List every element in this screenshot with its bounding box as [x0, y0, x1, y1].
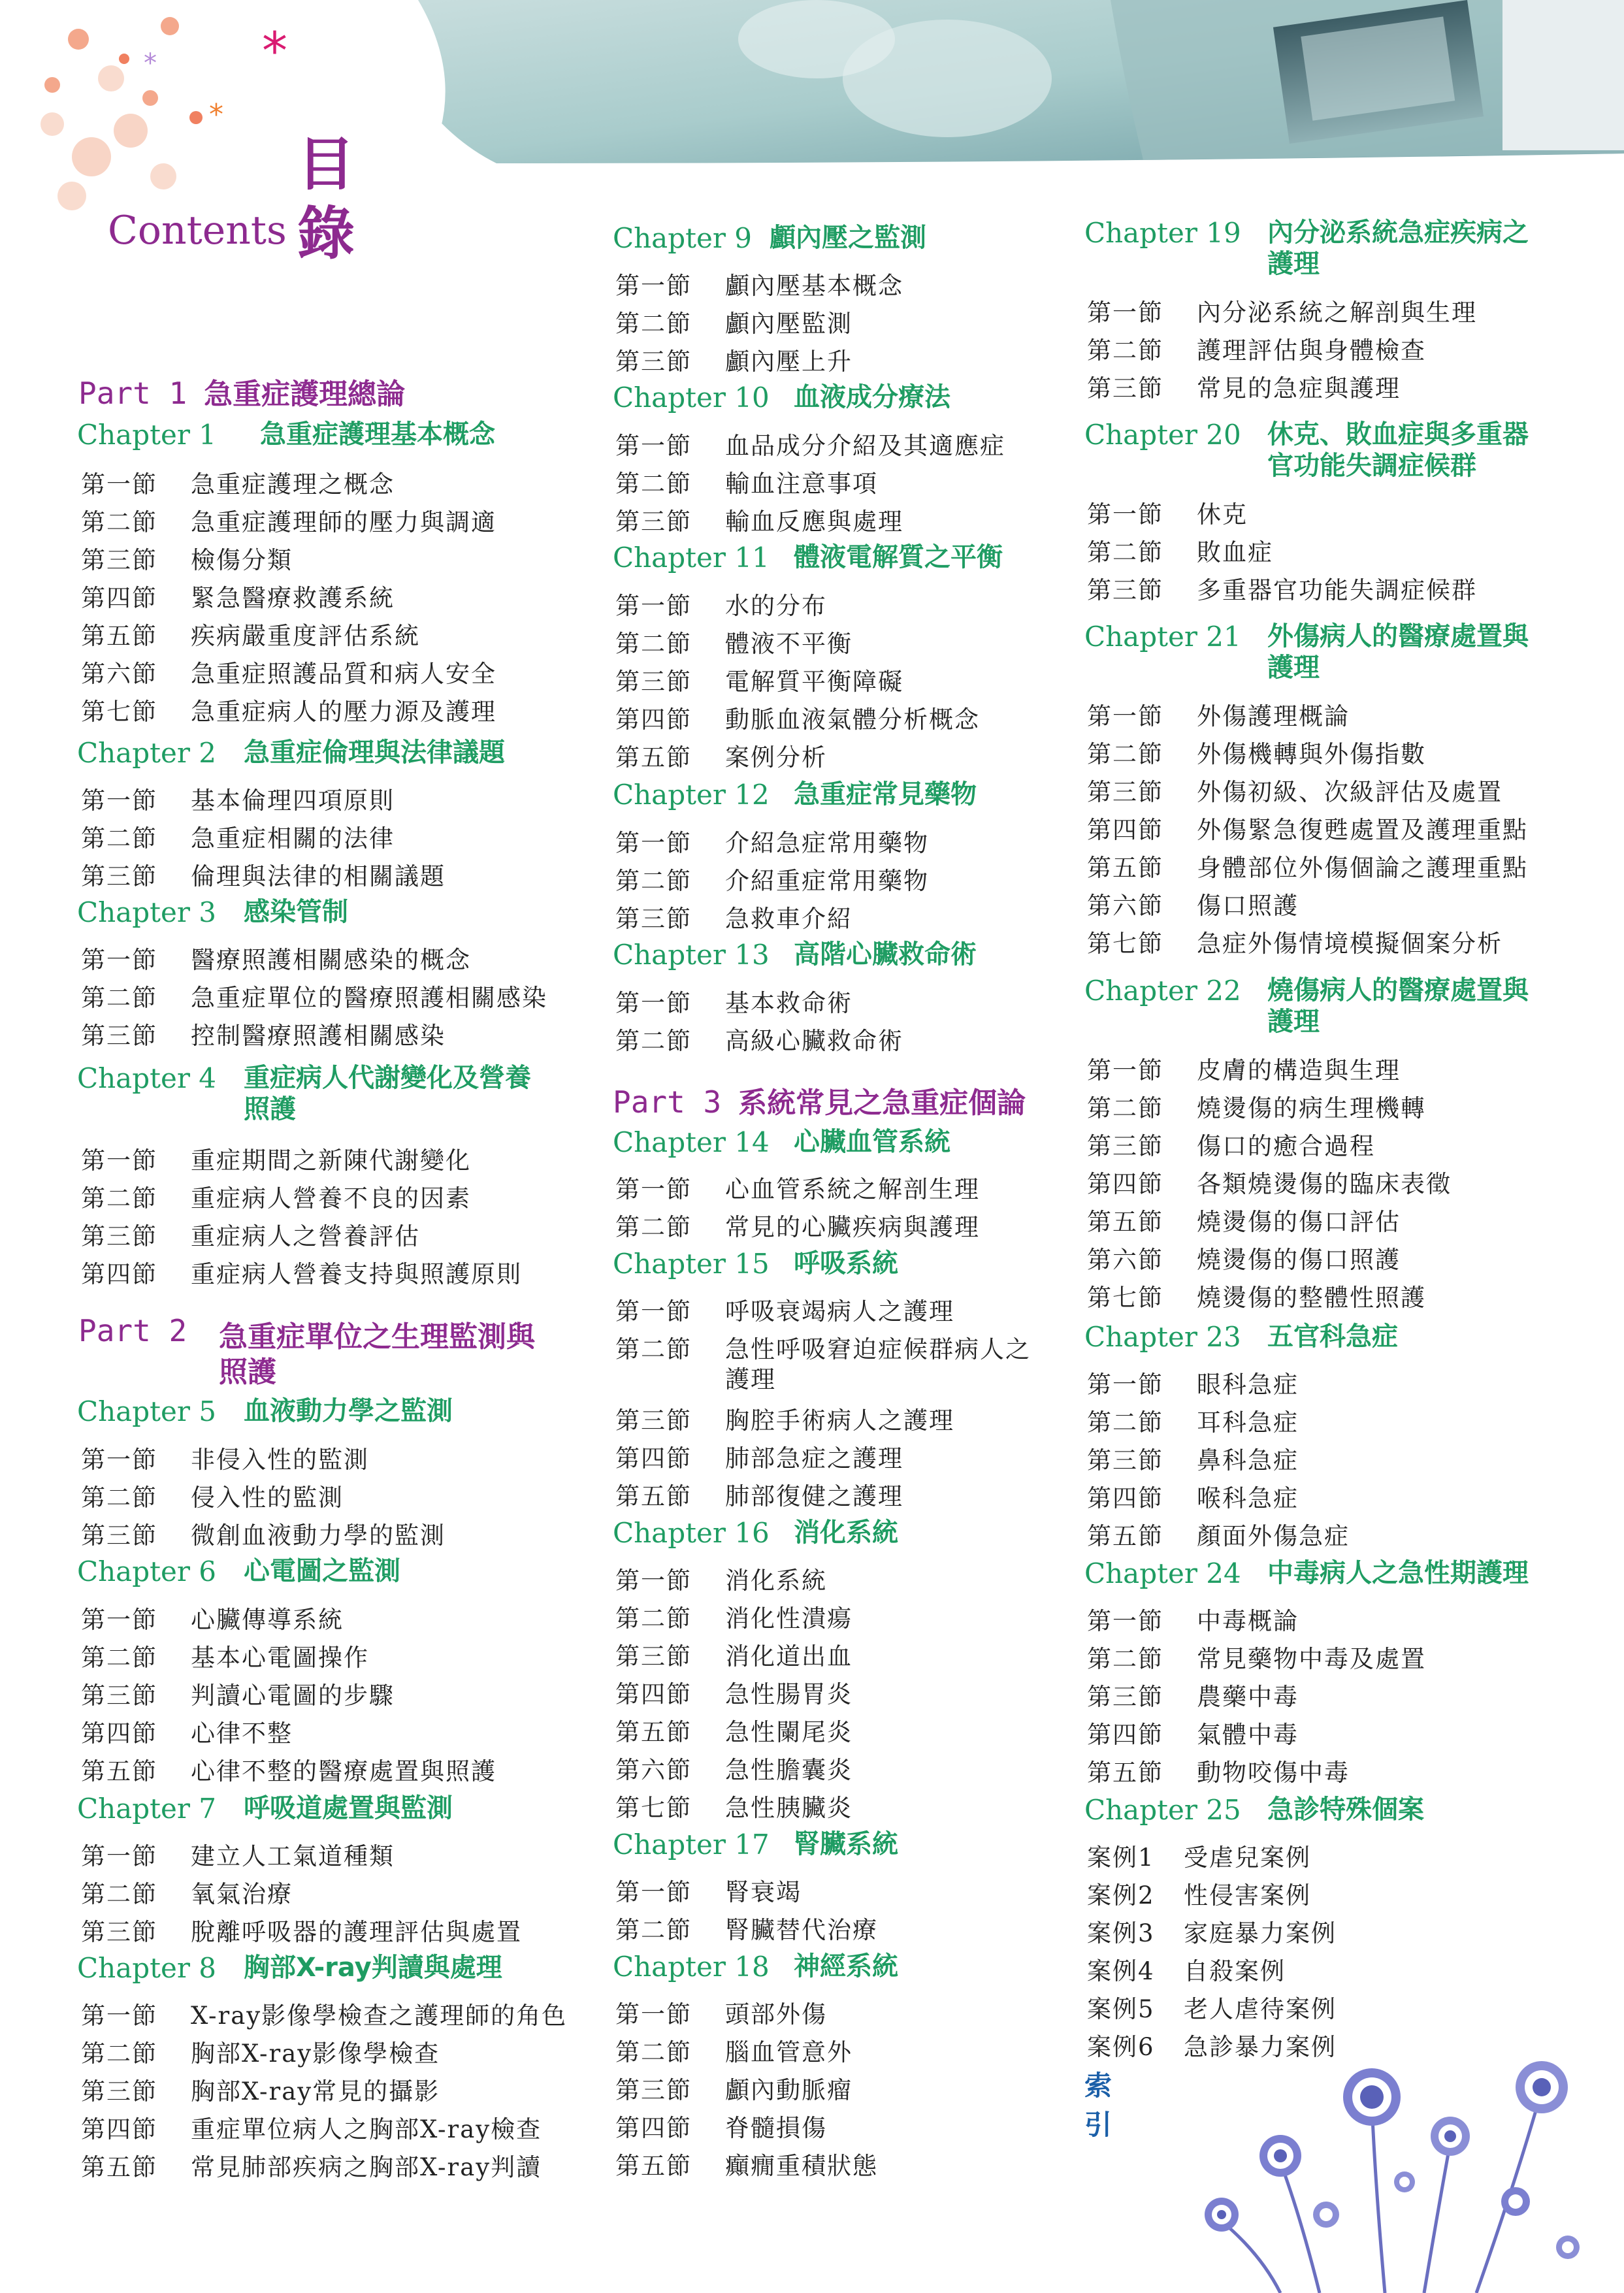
section-item[interactable]: 第三節 外傷初級、次級評估及處置 — [1087, 778, 1502, 806]
section-item[interactable]: 第四節 重症單位病人之胸部X-ray檢查 — [81, 2115, 542, 2143]
chapter-title: 心臟血管系統 — [794, 1127, 950, 1157]
chapter-5-heading[interactable] — [77, 1395, 453, 1427]
section-item[interactable]: 第四節 緊急醫療救護系統 — [81, 584, 395, 612]
part-title-line-2: 照護 — [219, 1356, 276, 1389]
section-item[interactable]: 第二節 體液不平衡 — [615, 630, 853, 658]
section-item[interactable]: 第五節 心律不整的醫療處置與照護 — [81, 1757, 496, 1785]
section-item[interactable]: 第二節 急性呼吸窘迫症候群病人之 — [615, 1335, 1031, 1363]
section-item[interactable]: 第五節 身體部位外傷個論之護理重點 — [1087, 854, 1528, 882]
section-item[interactable]: 第一節 醫療照護相關感染的概念 — [81, 946, 471, 974]
section-item[interactable]: 第六節 傷口照護 — [1087, 892, 1299, 920]
section-item[interactable]: 第二節 常見藥物中毒及處置 — [1087, 1645, 1426, 1673]
section-item[interactable]: 第三節 判讀心電圖的步驟 — [81, 1682, 395, 1710]
chapter-title-line-2: 護理 — [1267, 653, 1320, 683]
chapter-label: Chapter 7 — [77, 1793, 216, 1825]
chapter-15-heading[interactable] — [613, 1248, 898, 1280]
section-item[interactable]: 第二節 外傷機轉與外傷指數 — [1087, 740, 1426, 768]
chapter-title: 五官科急症 — [1267, 1322, 1398, 1352]
section-item[interactable]: 第二節 燒燙傷的病生理機轉 — [1087, 1094, 1426, 1122]
chapter-16-heading[interactable] — [613, 1517, 898, 1549]
chapter-25-heading[interactable] — [1084, 1794, 1424, 1826]
chapter-title: 急診特殊個案 — [1267, 1795, 1424, 1825]
chapter-label: Chapter 20 — [1084, 419, 1241, 451]
section-item[interactable]: 第四節 喉科急症 — [1087, 1484, 1299, 1512]
section-item[interactable]: 第三節 檢傷分類 — [81, 546, 293, 574]
case-item[interactable]: 案例1 受虐兒案例 — [1087, 1844, 1311, 1872]
section-item[interactable]: 第一節 消化系統 — [615, 1567, 827, 1595]
section-item[interactable]: 第二節 重症病人營養不良的因素 — [81, 1184, 471, 1212]
section-item[interactable]: 第一節 心臟傳導系統 — [81, 1606, 344, 1634]
chapter-label: Chapter 22 — [1084, 975, 1241, 1007]
chapter-4-heading[interactable] — [77, 1062, 531, 1124]
section-item[interactable]: 第一節 顱內壓基本概念 — [615, 272, 903, 300]
section-item[interactable]: 第七節 急症外傷情境模擬個案分析 — [1087, 930, 1502, 958]
section-item[interactable]: 第五節 急性闌尾炎 — [615, 1718, 853, 1746]
section-item[interactable]: 第三節 多重器官功能失調症候群 — [1087, 576, 1477, 604]
section-item[interactable]: 第四節 重症病人營養支持與照護原則 — [81, 1260, 522, 1288]
case-item[interactable]: 案例3 家庭暴力案例 — [1087, 1919, 1337, 1947]
chapter-10-heading[interactable] — [613, 382, 950, 414]
section-item[interactable]: 第二節 常見的心臟疾病與護理 — [615, 1213, 980, 1241]
section-item[interactable]: 第三節 消化道出血 — [615, 1642, 853, 1670]
index-link[interactable]: 索引 — [1084, 2070, 1126, 2141]
section-item[interactable]: 第二節 急重症相關的法律 — [81, 824, 395, 853]
title-zh-char-2: 錄 — [297, 199, 355, 267]
section-item[interactable]: 第四節 脊髓損傷 — [615, 2114, 827, 2142]
chapter-label: Chapter 6 — [77, 1555, 216, 1587]
section-item[interactable]: 第五節 癲癇重積狀態 — [615, 2152, 878, 2180]
circles-decoration — [1150, 2051, 1624, 2293]
chapter-12-heading[interactable] — [613, 779, 977, 811]
section-item[interactable]: 第三節 顱內壓上升 — [615, 348, 853, 376]
part-label: Part 3 — [613, 1084, 722, 1120]
section-item[interactable]: 第一節 心血管系統之解剖生理 — [615, 1175, 980, 1203]
section-item[interactable]: 第四節 肺部急症之護理 — [615, 1444, 903, 1472]
section-item[interactable]: 第一節 內分泌系統之解剖與生理 — [1087, 299, 1477, 327]
section-item[interactable]: 第四節 動脈血液氣體分析概念 — [615, 706, 980, 734]
chapter-label: Chapter 24 — [1084, 1557, 1241, 1589]
section-item[interactable]: 第三節 胸部X-ray常見的攝影 — [81, 2077, 440, 2106]
chapter-title: 胸部X-ray判讀與處理 — [244, 1953, 502, 1983]
section-item[interactable]: 第五節 動物咬傷中毒 — [1087, 1759, 1350, 1787]
chapter-label: Chapter 11 — [613, 542, 770, 574]
section-item[interactable]: 第五節 燒燙傷的傷口評估 — [1087, 1208, 1401, 1236]
chapter-title: 體液電解質之平衡 — [794, 542, 1003, 572]
chapter-title: 感染管制 — [244, 897, 348, 927]
section-item[interactable]: 第五節 疾病嚴重度評估系統 — [81, 622, 420, 650]
chapter-7-heading[interactable] — [77, 1793, 453, 1825]
section-item[interactable]: 第三節 電解質平衡障礙 — [615, 668, 903, 696]
section-item[interactable]: 第一節 X-ray影像學檢查之護理師的角色 — [81, 2002, 568, 2030]
chapter-3-heading[interactable] — [77, 896, 348, 928]
section-item[interactable]: 第七節 急性胰臟炎 — [615, 1794, 853, 1822]
section-item[interactable]: 第三節 鼻科急症 — [1087, 1446, 1299, 1474]
section-item[interactable]: 第一節 重症期間之新陳代謝變化 — [81, 1146, 471, 1175]
chapter-title-line-1: 內分泌系統急症疾病之 — [1267, 218, 1529, 248]
section-item[interactable]: 第三節 急救車介紹 — [615, 905, 853, 933]
chapter-title-line-2: 官功能失調症候群 — [1267, 451, 1476, 481]
chapter-label: Chapter 14 — [613, 1126, 770, 1158]
section-item[interactable]: 第六節 急性膽囊炎 — [615, 1756, 853, 1784]
section-item[interactable]: 第一節 介紹急症常用藥物 — [615, 829, 929, 857]
section-item[interactable]: 第二節 侵入性的監測 — [81, 1484, 344, 1512]
chapter-label: Chapter 13 — [613, 939, 770, 971]
section-item[interactable]: 第二節 腎臟替代治療 — [615, 1916, 878, 1944]
chapter-label: Chapter 2 — [77, 737, 216, 769]
section-item[interactable]: 第二節 消化性潰瘍 — [615, 1604, 853, 1633]
section-item[interactable]: 第六節 急重症照護品質和病人安全 — [81, 660, 496, 688]
title-en: Contents — [108, 208, 287, 253]
chapter-title-line-2: 護理 — [1267, 249, 1320, 279]
section-item[interactable]: 第二節 腦血管意外 — [615, 2038, 853, 2066]
section-item[interactable]: 第二節 耳科急症 — [1087, 1408, 1299, 1437]
chapter-label: Chapter 15 — [613, 1248, 770, 1280]
chapter-label: Chapter 18 — [613, 1951, 770, 1983]
part-1-heading[interactable] — [78, 370, 405, 412]
chapter-title-line-1: 休克、敗血症與多重器 — [1267, 419, 1529, 449]
chapter-title-line-2: 照護 — [244, 1094, 296, 1124]
part-title-line-1: 急重症單位之生理監測與 — [219, 1320, 535, 1354]
chapter-label: Chapter 25 — [1084, 1794, 1241, 1826]
chapter-18-heading[interactable] — [613, 1951, 898, 1983]
chapter-label: Chapter 21 — [1084, 621, 1241, 653]
chapter-title: 高階心臟救命術 — [794, 939, 977, 969]
chapter-label: Chapter 5 — [77, 1395, 216, 1427]
chapter-1-heading[interactable] — [77, 419, 495, 451]
section-item[interactable]: 第四節 氣體中毒 — [1087, 1721, 1299, 1749]
section-item[interactable]: 第五節 常見肺部疾病之胸部X-ray判讀 — [81, 2153, 542, 2181]
chapter-title: 血液動力學之監測 — [244, 1396, 453, 1426]
chapter-6-heading[interactable] — [77, 1555, 400, 1587]
section-item[interactable]: 第一節 腎衰竭 — [615, 1878, 802, 1906]
chapter-11-heading[interactable] — [613, 542, 1003, 574]
section-item[interactable]: 第六節 燒燙傷的傷口照護 — [1087, 1246, 1401, 1274]
case-item[interactable]: 案例5 老人虐待案例 — [1087, 1995, 1337, 2023]
section-item[interactable]: 第四節 急性腸胃炎 — [615, 1680, 853, 1708]
section-item[interactable]: 第二節 急重症護理師的壓力與調適 — [81, 508, 496, 536]
section-item[interactable]: 第四節 外傷緊急復甦處置及護理重點 — [1087, 816, 1528, 844]
chapter-17-heading[interactable] — [613, 1829, 898, 1861]
chapter-label: Chapter 19 — [1084, 217, 1241, 249]
chapter-title: 心電圖之監測 — [244, 1556, 400, 1586]
section-item[interactable]: 第三節 微創血液動力學的監測 — [81, 1521, 446, 1550]
section-item[interactable]: 第二節 介紹重症常用藥物 — [615, 867, 929, 895]
section-item[interactable]: 第五節 肺部復健之護理 — [615, 1482, 903, 1510]
section-item[interactable]: 第一節 中毒概論 — [1087, 1607, 1299, 1635]
chapter-20-heading[interactable] — [1084, 419, 1529, 481]
title-zh-char-1: 目 — [297, 130, 355, 198]
section-item[interactable]: 第三節 常見的急症與護理 — [1087, 374, 1401, 402]
chapter-title-line-1: 重症病人代謝變化及營養 — [244, 1063, 531, 1093]
section-item[interactable]: 第二節 胸部X-ray影像學檢查 — [81, 2040, 440, 2068]
chapter-2-heading[interactable] — [77, 737, 505, 769]
case-item[interactable]: 案例6 急診暴力案例 — [1087, 2033, 1337, 2061]
chapter-label: Chapter 12 — [613, 779, 770, 811]
chapter-label: Chapter 4 — [77, 1062, 216, 1094]
section-item[interactable]: 第三節 倫理與法律的相關議題 — [81, 862, 446, 890]
svg-text:*: * — [209, 98, 223, 131]
case-item[interactable]: 案例4 自殺案例 — [1087, 1957, 1286, 1985]
section-item[interactable]: 第七節 燒燙傷的整體性照護 — [1087, 1284, 1426, 1312]
chapter-label: Chapter 16 — [613, 1517, 770, 1549]
chapter-title-line-2: 護理 — [1267, 1007, 1320, 1037]
section-item[interactable]: 第七節 急重症病人的壓力源及護理 — [81, 698, 496, 726]
chapter-label: Chapter 23 — [1084, 1321, 1241, 1353]
section-item[interactable]: 第二節 急重症單位的醫療照護相關感染 — [81, 984, 547, 1012]
section-item[interactable]: 第一節 非侵入性的監測 — [81, 1446, 369, 1474]
chapter-title: 消化系統 — [794, 1518, 898, 1548]
chapter-label: Chapter 3 — [77, 896, 216, 928]
section-item[interactable]: 第三節 輸血反應與處理 — [615, 508, 903, 536]
section-item[interactable]: 第五節 案例分析 — [615, 743, 827, 772]
chapter-label: Chapter 10 — [613, 382, 770, 414]
section-item[interactable]: 第二節 護理評估與身體檢查 — [1087, 336, 1426, 365]
section-item[interactable]: 第三節 胸腔手術病人之護理 — [615, 1407, 954, 1435]
section-item[interactable]: 第三節 傷口的癒合過程 — [1087, 1132, 1375, 1160]
chapter-label: Chapter 17 — [613, 1829, 770, 1861]
chapter-title: 急重症常見藥物 — [794, 779, 977, 809]
part-title: 系統常見之急重症個論 — [738, 1086, 1026, 1120]
part-label: Part 1 — [78, 376, 187, 411]
section-item[interactable]: 第三節 重症病人之營養評估 — [81, 1222, 420, 1250]
section-item[interactable]: 第一節 外傷護理概論 — [1087, 702, 1350, 730]
chapter-14-heading[interactable] — [613, 1126, 950, 1158]
chapter-9-heading[interactable] — [613, 222, 926, 254]
chapter-title: 呼吸道處置與監測 — [244, 1793, 453, 1823]
chapter-title: 急重症護理基本概念 — [260, 419, 495, 449]
chapter-title: 呼吸系統 — [794, 1248, 898, 1278]
section-item[interactable]: 第一節 基本倫理四項原則 — [81, 787, 395, 815]
section-item[interactable]: 第一節 眼科急症 — [1087, 1371, 1299, 1399]
chapter-title: 急重症倫理與法律議題 — [244, 738, 505, 768]
chapter-title: 顱內壓之監測 — [770, 223, 926, 253]
part-3-heading[interactable] — [613, 1079, 1026, 1121]
section-item[interactable]: 第一節 建立人工氣道種類 — [81, 1842, 395, 1870]
section-item[interactable]: 第四節 各類燒燙傷的臨床表徵 — [1087, 1170, 1452, 1198]
section-item[interactable]: 第二節 基本心電圖操作 — [81, 1644, 369, 1672]
chapter-19-heading[interactable] — [1084, 217, 1529, 279]
section-item[interactable]: 第一節 頭部外傷 — [615, 2000, 827, 2028]
case-item[interactable]: 案例2 性侵害案例 — [1087, 1881, 1311, 1910]
section-item[interactable]: 第五節 顏面外傷急症 — [1087, 1522, 1350, 1550]
chapter-23-heading[interactable] — [1084, 1321, 1398, 1353]
chapter-label: Chapter 1 — [77, 419, 216, 451]
section-item[interactable]: 第四節 心律不整 — [81, 1719, 293, 1748]
section-item[interactable]: 第二節 敗血症 — [1087, 538, 1273, 566]
chapter-8-heading[interactable] — [77, 1952, 502, 1984]
chapter-label: Chapter 9 — [613, 222, 752, 254]
chapter-title-line-1: 外傷病人的醫療處置與 — [1267, 621, 1529, 651]
chapter-title-line-1: 燒傷病人的醫療處置與 — [1267, 975, 1529, 1005]
section-item[interactable]: 第三節 控制醫療照護相關感染 — [81, 1022, 446, 1050]
svg-text:*: * — [144, 48, 157, 78]
chapter-24-heading[interactable] — [1084, 1557, 1529, 1589]
section-item[interactable]: 第三節 農藥中毒 — [1087, 1683, 1299, 1711]
chapter-title: 腎臟系統 — [794, 1829, 898, 1859]
chapter-title: 神經系統 — [794, 1951, 898, 1981]
chapter-22-heading[interactable] — [1084, 975, 1529, 1037]
section-item[interactable]: 第一節 呼吸衰竭病人之護理 — [615, 1297, 954, 1325]
section-item[interactable]: 第三節 脫離呼吸器的護理評估與處置 — [81, 1918, 522, 1946]
section-item[interactable]: 第一節 水的分布 — [615, 592, 827, 620]
section-item[interactable]: 第二節 氧氣治療 — [81, 1880, 293, 1908]
chapter-label: Chapter 8 — [77, 1952, 216, 1984]
section-item[interactable]: 第一節 急重症護理之概念 — [81, 470, 395, 498]
chapter-21-heading[interactable] — [1084, 621, 1529, 683]
svg-text:*: * — [262, 22, 287, 81]
part-title: 急重症護理總論 — [204, 378, 406, 411]
chapter-title: 中毒病人之急性期護理 — [1267, 1558, 1529, 1588]
chapter-13-heading[interactable] — [613, 939, 977, 971]
section-item[interactable]: 第二節 顱內壓監測 — [615, 310, 853, 338]
section-item[interactable]: 第一節 血品成分介紹及其適應症 — [615, 432, 1005, 460]
part-2-heading[interactable] — [78, 1313, 535, 1389]
chapter-title: 血液成分療法 — [794, 382, 950, 412]
section-item[interactable]: 第一節 基本救命術 — [615, 989, 853, 1017]
section-item[interactable]: 第二節 輸血注意事項 — [615, 470, 878, 498]
section-item[interactable]: 第一節 休克 — [1087, 500, 1248, 529]
section-item[interactable]: 第二節 高級心臟救命術 — [615, 1027, 903, 1055]
section-item[interactable]: 第一節 皮膚的構造與生理 — [1087, 1056, 1401, 1084]
section-item[interactable]: 第三節 顱內動脈瘤 — [615, 2076, 853, 2104]
part-label: Part 2 — [78, 1313, 187, 1348]
